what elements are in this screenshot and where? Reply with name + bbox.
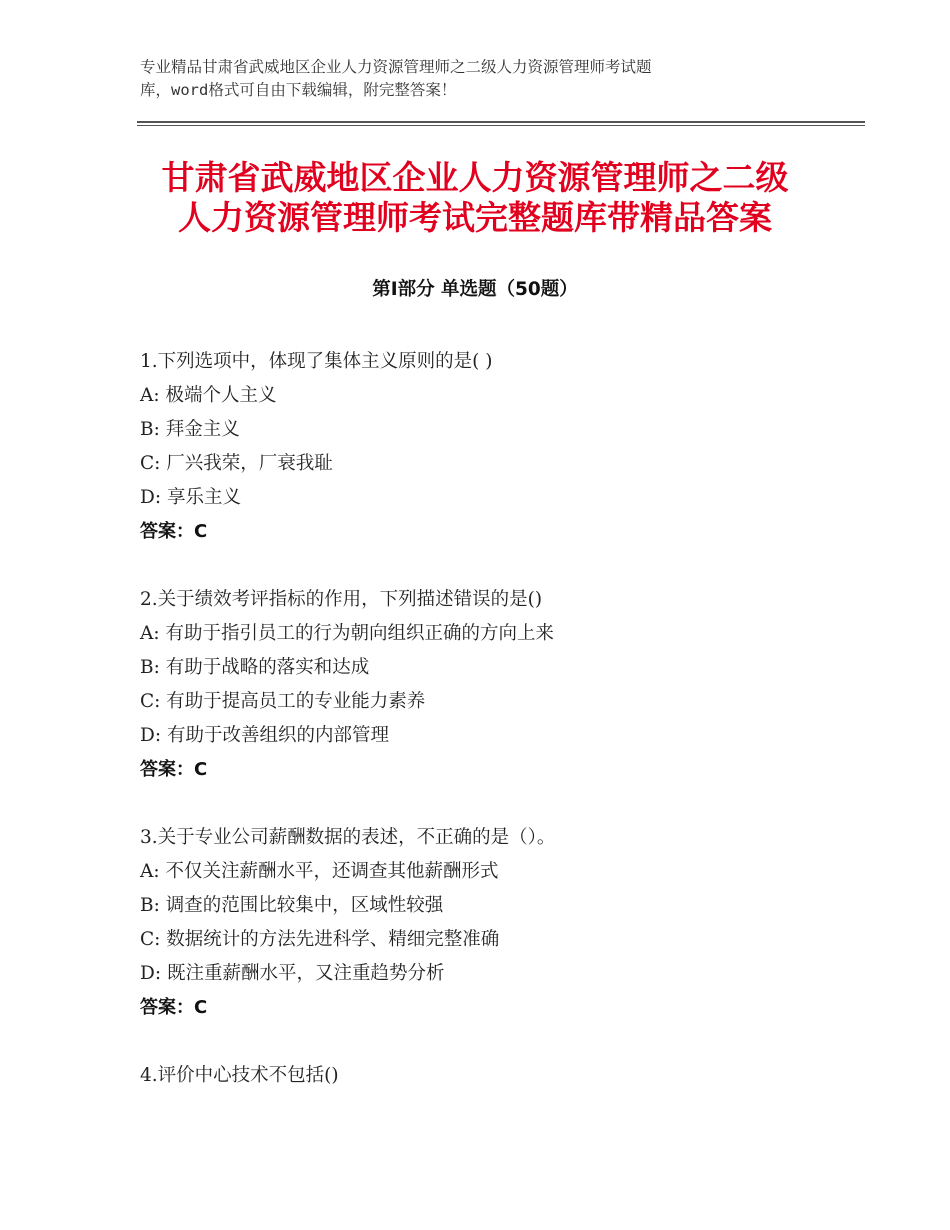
header-divider-thin [137, 125, 865, 126]
header-divider-thick [137, 121, 865, 123]
answer-label: 答案：C [140, 521, 208, 542]
option-b: B: 有助于战略的落实和达成 [140, 657, 370, 678]
document-title-line-1: 甘肃省武威地区企业人力资源管理师之二级 [161, 158, 789, 197]
answer-label: 答案：C [140, 997, 208, 1018]
question-stem: 3.关于专业公司薪酬数据的表述，不正确的是（）。 [140, 827, 556, 848]
option-d: D: 既注重薪酬水平，又注重趋势分析 [140, 963, 445, 984]
header-note [140, 56, 780, 102]
option-b: B: 拜金主义 [140, 419, 240, 440]
header-note-line-2: 库，word格式可自由下载编辑，附完整答案！ [140, 81, 457, 99]
question-2 [140, 583, 860, 787]
document-title-line-2: 人力资源管理师考试完整题库带精品答案 [178, 198, 772, 237]
question-1 [140, 345, 860, 549]
option-b: B: 调查的范围比较集中，区域性较强 [140, 895, 444, 916]
option-c: C: 数据统计的方法先进科学、精细完整准确 [140, 929, 500, 950]
answer-label: 答案：C [140, 759, 208, 780]
option-a: A: 不仅关注薪酬水平，还调查其他薪酬形式 [140, 861, 499, 882]
section-heading: 第Ⅰ部分 单选题（50题） [372, 279, 578, 300]
option-d: D: 有助于改善组织的内部管理 [140, 725, 389, 746]
option-d: D: 享乐主义 [140, 487, 241, 508]
question-list [140, 345, 860, 1127]
question-stem: 1.下列选项中，体现了集体主义原则的是( ) [140, 351, 493, 372]
question-stem: 4.评价中心技术不包括() [140, 1065, 339, 1086]
document-title [100, 158, 850, 238]
option-a: A: 极端个人主义 [140, 385, 277, 406]
header-note-line-1: 专业精品甘肃省武威地区企业人力资源管理师之二级人力资源管理师考试题 [140, 58, 652, 76]
question-stem: 2.关于绩效考评指标的作用，下列描述错误的是() [140, 589, 543, 610]
option-c: C: 有助于提高员工的专业能力素养 [140, 691, 426, 712]
question-4 [140, 1059, 860, 1093]
option-a: A: 有助于指引员工的行为朝向组织正确的方向上来 [140, 623, 554, 644]
question-3 [140, 821, 860, 1025]
option-c: C: 厂兴我荣，厂衰我耻 [140, 453, 333, 474]
